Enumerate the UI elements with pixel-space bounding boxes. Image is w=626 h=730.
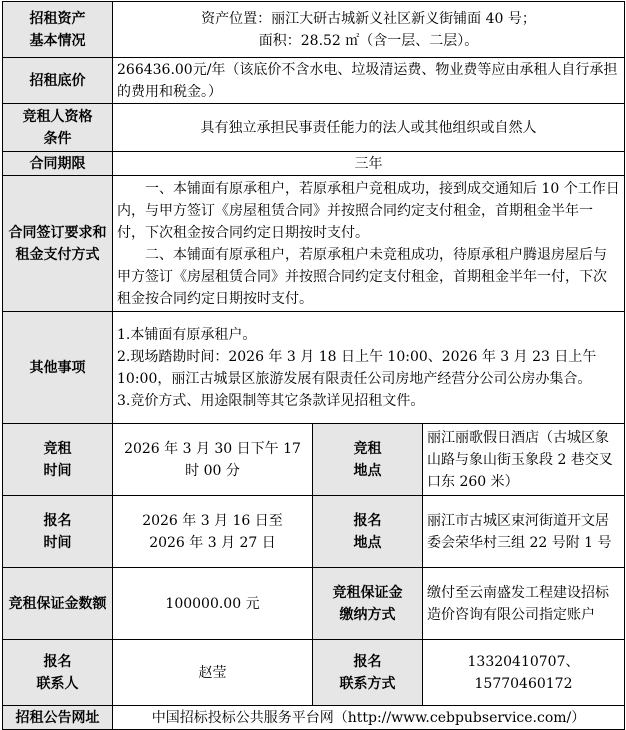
price-label: 招租底价 — [3, 58, 113, 104]
deposit-method-label-line-2: 缴纳方式 — [339, 606, 396, 623]
contract-label-line-2: 租金支付方式 — [15, 246, 100, 263]
asset-value — [113, 2, 625, 58]
contact-person-label — [3, 640, 113, 706]
asset-label — [3, 2, 113, 58]
deposit-method-value: 缴付至云南盛发工程建设招标造价咨询有限公司指定账户 — [423, 568, 625, 640]
term-value: 三年 — [113, 152, 625, 176]
contact-person-value: 赵莹 — [113, 640, 313, 706]
contact-person-label-line-2: 联系人 — [36, 675, 79, 692]
bid-time-value: 2026 年 3 月 30 日下午 17 时 00 分 — [113, 424, 313, 496]
bid-time-label — [3, 424, 113, 496]
contract-paragraph-1: 一、本铺面有原承租户，若原承租户竞租成功，接到成交通知后 10 个工作日内，与甲方签订《房屋租赁合同》并按照合同约定支付租金，首期租金半年一付，下次租金按合同约定日期按时支付。 — [117, 180, 620, 241]
bid-place-label-line-1: 竞租 — [353, 440, 382, 457]
other-value — [113, 312, 625, 424]
signup-place-label-line-1: 报名 — [353, 512, 382, 529]
asset-label-line-2: 基本情况 — [29, 32, 86, 49]
qualification-value: 具有独立承担民事责任能力的法人或其他组织或自然人 — [113, 104, 625, 152]
signup-place-value: 丽江市古城区束河街道开文居委会荣华村三组 22 号附 1 号 — [423, 496, 625, 568]
other-label: 其他事项 — [3, 312, 113, 424]
website-value: 中国招标投标公共服务平台网（http://www.cebpubservice.com/） — [113, 706, 625, 730]
contract-label — [3, 176, 113, 312]
contract-paragraph-2: 二、本铺面有原承租户，若原承租户未竞租成功，待原承租户腾退房屋后与甲方签订《房屋租赁合同》并按照合同约定支付租金，首期租金半年一付，下次租金按合同约定日期按时支付。 — [117, 246, 607, 307]
contact-phone-label-line-1: 报名 — [353, 653, 382, 670]
asset-area: 面积：28.52 ㎡（含一层、二层）。 — [258, 32, 479, 49]
deposit-method-label — [313, 568, 423, 640]
row-deposit — [3, 568, 625, 640]
contract-value — [113, 176, 625, 312]
row-term — [3, 152, 625, 176]
asset-location: 资产位置：丽江大研古城新义社区新义街铺面 40 号； — [201, 10, 536, 27]
row-contact — [3, 640, 625, 706]
bid-place-label-line-2: 地点 — [353, 462, 382, 479]
contact-phone-label-line-2: 联系方式 — [339, 675, 396, 692]
deposit-amount-value: 100000.00 元 — [113, 568, 313, 640]
row-contract — [3, 176, 625, 312]
row-signup — [3, 496, 625, 568]
signup-time-label — [3, 496, 113, 568]
bid-place-value: 丽江丽歌假日酒店（古城区象山路与象山街玉象段 2 巷交叉口东 260 米） — [423, 424, 625, 496]
signup-time-line-2: 2026 年 3 月 27 日 — [149, 534, 276, 551]
term-label: 合同期限 — [3, 152, 113, 176]
row-asset — [3, 2, 625, 58]
contact-phone-label — [313, 640, 423, 706]
deposit-amount-label: 竞租保证金数额 — [3, 568, 113, 640]
signup-time-line-1: 2026 年 3 月 16 日至 — [142, 512, 283, 529]
other-item-2: 2.现场踏勘时间：2026 年 3 月 18 日上午 10:00、2026 年 3 月 23 日上午 10:00，丽江古城景区旅游发展有限责任公司房地产经营分公司公房办集合。 — [117, 348, 597, 387]
price-value: 266436.00元/年（该底价不含水电、垃圾清运费、物业费等应由承租人自行承担的费用和税金。） — [113, 58, 625, 104]
row-price — [3, 58, 625, 104]
row-other — [3, 312, 625, 424]
bid-place-label — [313, 424, 423, 496]
qualification-label-line-2: 条件 — [43, 130, 72, 147]
row-bid — [3, 424, 625, 496]
contact-person-label-line-1: 报名 — [43, 653, 72, 670]
bid-time-label-line-2: 时间 — [43, 462, 72, 479]
deposit-method-label-line-1: 竞租保证金 — [332, 584, 403, 601]
row-website — [3, 706, 625, 730]
asset-label-line-1: 招租资产 — [29, 10, 86, 27]
signup-time-label-line-2: 时间 — [43, 534, 72, 551]
qualification-label — [3, 104, 113, 152]
signup-place-label — [313, 496, 423, 568]
qualification-label-line-1: 竞租人资格 — [22, 108, 93, 125]
tender-notice-table — [2, 1, 625, 730]
row-qualification — [3, 104, 625, 152]
signup-time-label-line-1: 报名 — [43, 512, 72, 529]
signup-place-label-line-2: 地点 — [353, 534, 382, 551]
signup-time-value — [113, 496, 313, 568]
contract-label-line-1: 合同签订要求和 — [8, 224, 107, 241]
other-item-3: 3.竞价方式、用途限制等其它条款详见招租文件。 — [117, 392, 425, 409]
bid-time-label-line-1: 竞租 — [43, 440, 72, 457]
other-item-1: 1.本铺面有原承租户。 — [117, 326, 257, 343]
website-label: 招租公告网址 — [3, 706, 113, 730]
contact-phone-value: 13320410707、15770460172 — [423, 640, 625, 706]
